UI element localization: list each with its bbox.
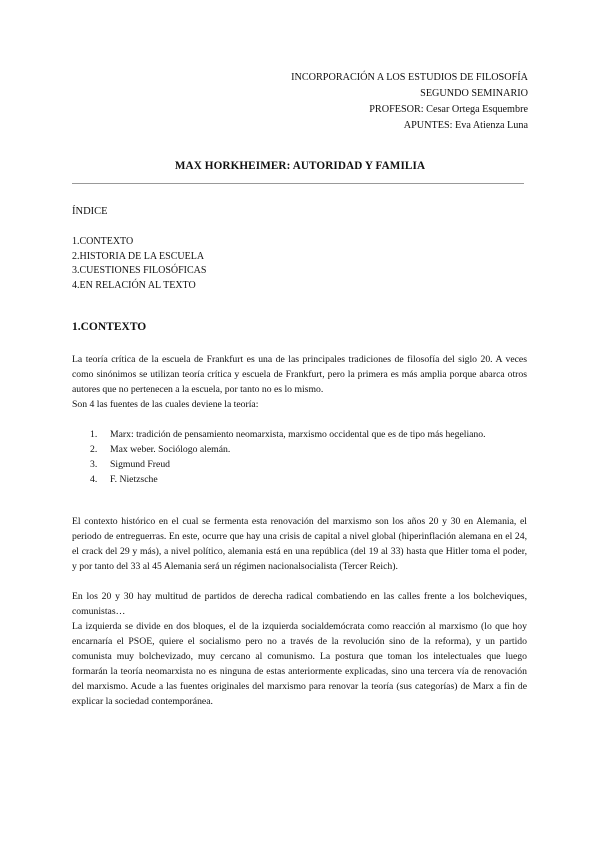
list-number: 1. bbox=[90, 429, 98, 440]
list-item bbox=[72, 457, 527, 472]
title-divider bbox=[72, 183, 524, 184]
index-item: 1.CONTEXTO bbox=[72, 236, 134, 247]
index-list bbox=[72, 235, 206, 293]
index-heading: ÍNDICE bbox=[72, 206, 108, 217]
course-title: INCORPORACIÓN A LOS ESTUDIOS DE FILOSOFÍA bbox=[291, 72, 528, 83]
list-item-text: Max weber. Sociólogo alemán. bbox=[110, 444, 231, 455]
index-item: 4.EN RELACIÓN AL TEXTO bbox=[72, 279, 196, 291]
paragraph: En los 20 y 30 hay multitud de partidos de derecha radical combatiendo en las calles frente a los bolcheviques, comunistas… bbox=[72, 591, 527, 617]
professor-label: PROFESOR: Cesar Ortega Esquembre bbox=[369, 104, 528, 115]
section-heading: 1.CONTEXTO bbox=[72, 321, 147, 333]
list-item-text: F. Nietzsche bbox=[110, 474, 158, 485]
list-number: 3. bbox=[90, 459, 98, 470]
paragraph: Son 4 las fuentes de las cuales deviene la teoría: bbox=[72, 399, 259, 410]
list-item bbox=[72, 427, 527, 442]
document-title: MAX HORKHEIMER: AUTORIDAD Y FAMILIA bbox=[174, 160, 426, 172]
list-item-text: Marx: tradición de pensamiento neomarxista, marxismo occidental que es de tipo más hegeliano. bbox=[110, 429, 486, 440]
paragraph: La teoría crítica de la escuela de Frankfurt es una de las principales tradiciones de filosofía del siglo 20. A veces como sinónimos se utilizan teoría crítica y escuela de Frankfurt, pero la primera es más amplia porque abarca otros autores que no pertenecen a la escuela, por tanto no es lo mismo. bbox=[72, 354, 527, 395]
list-number: 2. bbox=[90, 444, 98, 455]
index-item: 3.CUESTIONES FILOSÓFICAS bbox=[72, 265, 207, 277]
list-item bbox=[72, 442, 527, 457]
document-header bbox=[291, 70, 528, 134]
seminar-label: SEGUNDO SEMINARIO bbox=[420, 88, 528, 99]
paragraph: La izquierda se divide en dos bloques, el de la izquierda socialdemócrata como reacción al marxismo (lo que hoy encarnaría el PSOE, quiere el socialismo pero no a través de la revolución sino de la reforma), y un partido comunista muy bolchevizado, muy cercano al comunismo. La postura que toman los intelectuales que luego formarán la teoría neomarxista no es ninguna de estas anteriormente explicadas, sino una tercera vía de renovación del marxismo. Acude a las fuentes originales del marxismo para renovar la teoría (sus categorías) de Marx a fin de explicar la sociedad contemporánea. bbox=[72, 621, 527, 707]
notes-author-label: APUNTES: Eva Atienza Luna bbox=[403, 120, 528, 131]
list-number: 4. bbox=[90, 474, 98, 485]
list-item bbox=[72, 472, 527, 487]
list-item-text: Sigmund Freud bbox=[110, 459, 171, 470]
index-item: 2.HISTORIA DE LA ESCUELA bbox=[72, 250, 205, 262]
sources-list bbox=[72, 427, 527, 487]
paragraph: El contexto histórico en el cual se fermenta esta renovación del marxismo son los años 20 y 30 en Alemania, el periodo de entreguerras. En este, ocurre que hay una crisis de capital a nivel global (hiperinflación alemana en el 24, el crack del 29 y más), a nivel político, alemania está en una república (del 19 al 33) hasta que Hitler toma el poder, y por tanto del 33 al 45 Alemania será un régimen nacionalsocialista (Tercer Reich). bbox=[72, 516, 527, 572]
